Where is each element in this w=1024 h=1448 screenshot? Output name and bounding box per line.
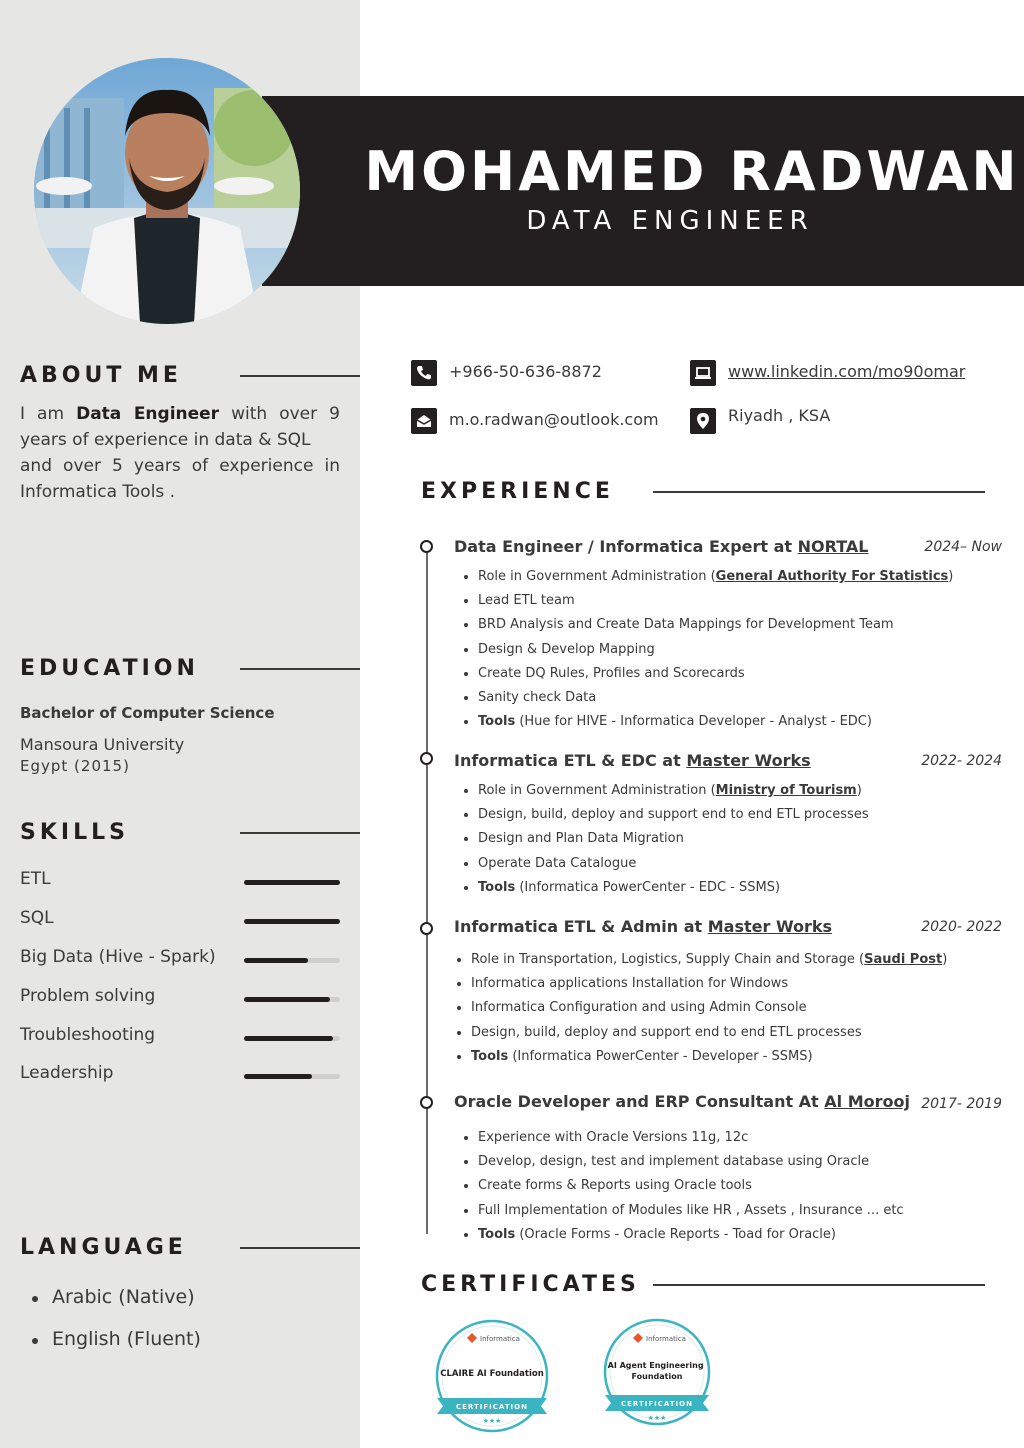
cert-name: CLAIRE AI Foundation	[440, 1369, 544, 1379]
skill-row	[20, 1025, 340, 1049]
skill-name: SQL	[20, 908, 54, 928]
skill-row	[20, 908, 340, 932]
education-rule	[240, 668, 360, 670]
laptop-icon	[690, 360, 716, 386]
about-rule	[240, 375, 360, 377]
client-link[interactable]: Saudi Post	[864, 952, 943, 967]
list-item: Design and Plan Data Migration	[460, 829, 869, 853]
skill-bar-track	[244, 1036, 340, 1041]
language-rule	[240, 1247, 360, 1249]
job-bullets	[453, 950, 947, 1071]
skill-row	[20, 986, 340, 1010]
certificates-rule	[653, 1284, 985, 1286]
cert-ribbon: CERTIFICATION	[456, 1403, 528, 1411]
location-pin-icon	[690, 408, 716, 434]
list-item: Design, build, deploy and support end to end ETL processes	[453, 1023, 947, 1047]
language-heading: LANGUAGE	[20, 1235, 187, 1260]
svg-text:★★★: ★★★	[647, 1414, 667, 1422]
certificates-heading: CERTIFICATES	[421, 1272, 640, 1297]
skills-heading: SKILLS	[20, 820, 129, 845]
skill-name: ETL	[20, 869, 51, 889]
list-item: Design, build, deploy and support end to end ETL processes	[460, 805, 869, 829]
list-item: Role in Government Administration (Ministry of Tourism)	[460, 781, 869, 805]
phone-number[interactable]: +966-50-636-8872	[449, 362, 602, 381]
skill-row	[20, 869, 340, 893]
skill-bar-track	[244, 1074, 340, 1079]
certificate-badge[interactable]	[602, 1318, 720, 1436]
company-link[interactable]: Al Morooj	[824, 1092, 910, 1111]
list-item: Tools (Informatica PowerCenter - Developer - SSMS)	[453, 1047, 947, 1071]
list-item: Informatica Configuration and using Admin Console	[453, 998, 947, 1022]
skill-bar-fill	[244, 1074, 312, 1079]
list-item: Create DQ Rules, Profiles and Scorecards	[460, 664, 953, 688]
timeline-dot	[420, 922, 433, 935]
job-bullets	[460, 781, 869, 902]
list-item: Tools (Hue for HIVE - Informatica Developer - Analyst - EDC)	[460, 712, 953, 736]
language-list	[32, 1286, 201, 1370]
list-item: Lead ETL team	[460, 591, 953, 615]
job-date: 2017- 2019	[921, 1096, 1002, 1112]
list-item: Tools (Oracle Forms - Oracle Reports - Toad for Oracle)	[460, 1225, 904, 1249]
skill-bar-fill	[244, 1036, 333, 1041]
client-link[interactable]: General Authority For Statistics	[715, 569, 949, 584]
experience-heading: EXPERIENCE	[421, 479, 614, 504]
cert-name: AI Agent Engineering	[607, 1361, 704, 1370]
education-heading: EDUCATION	[20, 656, 199, 681]
education-degree: Bachelor of Computer Science	[20, 704, 275, 722]
skill-bar-track	[244, 997, 340, 1002]
svg-text:★★★: ★★★	[482, 1417, 502, 1425]
profile-photo	[34, 58, 300, 324]
job-date: 2024– Now	[924, 539, 1002, 555]
cert-brand: Informatica	[480, 1335, 520, 1343]
skill-name: Leadership	[20, 1063, 114, 1083]
client-link[interactable]: Ministry of Tourism	[715, 783, 857, 798]
skill-bar-track	[244, 958, 340, 963]
cert-ribbon: CERTIFICATION	[621, 1400, 693, 1408]
language-item: English (Fluent)	[32, 1328, 201, 1370]
company-link[interactable]: Master Works	[686, 751, 811, 770]
list-item: Sanity check Data	[460, 688, 953, 712]
skill-bar-fill	[244, 919, 340, 924]
timeline-dot	[420, 1096, 433, 1109]
company-link[interactable]: Master Works	[707, 917, 833, 936]
job-date: 2022- 2024	[921, 753, 1002, 769]
list-item: Create forms & Reports using Oracle tools	[460, 1176, 904, 1200]
job-title: DATA ENGINEER	[526, 206, 814, 236]
skill-row	[20, 947, 340, 971]
cert-brand: Informatica	[646, 1335, 686, 1343]
job-heading: Oracle Developer and ERP Consultant At Al Morooj	[454, 1092, 910, 1111]
job-bullets	[460, 1128, 904, 1249]
list-item: BRD Analysis and Create Data Mappings for Development Team	[460, 615, 953, 639]
language-item: Arabic (Native)	[32, 1286, 201, 1328]
timeline-dot	[420, 752, 433, 765]
skill-bar-fill	[244, 958, 308, 963]
skill-name: Troubleshooting	[20, 1025, 156, 1045]
job-date: 2020- 2022	[921, 919, 1002, 935]
education-location: Egypt (2015)	[20, 757, 130, 775]
timeline-dot	[420, 540, 433, 553]
job-heading: Informatica ETL & Admin at Master Works	[454, 917, 833, 936]
skill-bar-track	[244, 880, 340, 885]
skill-bar-fill	[244, 997, 330, 1002]
job-heading: Data Engineer / Informatica Expert at NORTAL	[454, 537, 869, 556]
skill-bar-fill	[244, 880, 340, 885]
cert-name-line2: Foundation	[631, 1372, 683, 1381]
about-heading: ABOUT ME	[20, 363, 182, 388]
job-heading: Informatica ETL & EDC at Master Works	[454, 751, 811, 770]
mail-icon	[411, 408, 437, 434]
job-bullets	[460, 567, 953, 736]
list-item: Develop, design, test and implement database using Oracle	[460, 1152, 904, 1176]
skills-rule	[240, 832, 360, 834]
experience-timeline	[426, 546, 428, 1234]
skill-bar-track	[244, 919, 340, 924]
company-link[interactable]: NORTAL	[797, 537, 869, 556]
list-item: Informatica applications Installation for Windows	[453, 974, 947, 998]
linkedin-link[interactable]: www.linkedin.com/mo90omar	[728, 362, 966, 381]
list-item: Operate Data Catalogue	[460, 854, 869, 878]
email-address[interactable]: m.o.radwan@outlook.com	[449, 410, 659, 429]
education-university: Mansoura University	[20, 735, 185, 754]
list-item: Full Implementation of Modules like HR , Assets , Insurance ... etc	[460, 1201, 904, 1225]
list-item: Experience with Oracle Versions 11g, 12c	[460, 1128, 904, 1152]
list-item: Design & Develop Mapping	[460, 640, 953, 664]
skill-row	[20, 1063, 340, 1087]
list-item: Role in Government Administration (General Authority For Statistics)	[460, 567, 953, 591]
full-name: MOHAMED RADWAN	[364, 140, 1020, 203]
list-item: Role in Transportation, Logistics, Supply Chain and Storage (Saudi Post)	[453, 950, 947, 974]
phone-icon	[411, 360, 437, 386]
experience-rule	[653, 491, 985, 493]
skill-name: Big Data (Hive - Spark)	[20, 947, 216, 967]
list-item: Tools (Informatica PowerCenter - EDC - SSMS)	[460, 878, 869, 902]
location-text: Riyadh , KSA	[728, 406, 831, 425]
about-text: I am Data Engineer with over 9 years of experience in data & SQL and over 5 years of experience in Informatica Tools .	[20, 404, 340, 502]
skill-name: Problem solving	[20, 986, 156, 1006]
certificate-badge[interactable]	[433, 1318, 551, 1436]
